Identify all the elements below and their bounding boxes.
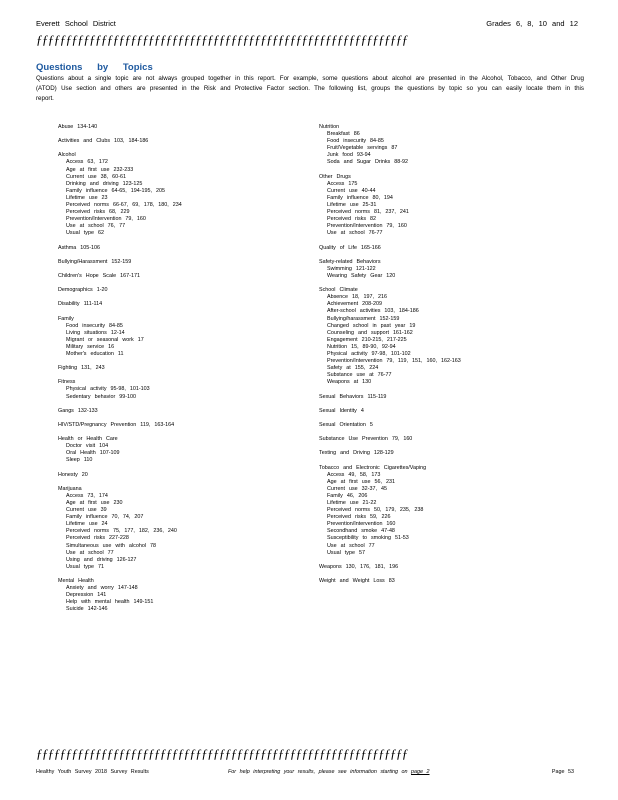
subtopic-item: Fruit/Vegetable servings 87 [327,145,398,152]
subtopic-item: Lifetime use 25-31 [327,202,377,209]
topic-heading: Honesty 20 [58,471,88,478]
topic-block [58,486,303,571]
topic-heading: Fighting 131, 243 [58,365,105,372]
topic-heading: HIV/STD/Pregnancy Prevention 119, 163-164 [58,421,175,428]
footer-page-number: Page 53 [551,769,574,775]
subtopic-item: Oral Health 107-109 [66,450,120,457]
subtopic-item: Drinking and driving 123-125 [66,180,143,187]
topic-heading: Quality of Life 165-166 [319,244,381,251]
topic-block [58,379,303,400]
topic-heading: Marijuana [58,485,82,492]
subtopic-item: Sleep 110 [66,457,93,464]
subtopic-item: Soda and Sugar Drinks 88-92 [327,159,409,166]
topic-heading: Abuse 134-140 [58,124,98,130]
subtopic-item: Age at first use 232-233 [66,166,134,173]
subtopic-item: Living situations 12-14 [66,329,125,336]
subtopic-item: Sedentary behavior 99-100 [66,393,137,400]
subtopic-item: Access 73, 174 [66,492,108,499]
subtopic-item: Perceived norms 50, 179, 235, 238 [327,507,424,514]
subtopic-item: Wearing Safety Gear 120 [327,272,396,279]
topic-block [319,578,579,585]
subtopic-item: Current use 40-44 [327,187,376,194]
topic-heading: Weapons 130, 176, 181, 196 [319,563,399,570]
topic-block [58,316,303,359]
topic-block [58,365,303,372]
topic-heading: Family [58,315,74,322]
subtopic-item: Help with mental health 149-151 [66,599,154,606]
subtopic-item: Perceived risks 227-228 [66,535,129,542]
subtopic-item: Engagement 210-215, 217-225 [327,336,407,343]
topic-block [319,259,579,280]
subtopic-item: Access 49, 58, 173 [327,471,381,478]
subtopic-item: Depression 141 [66,592,107,599]
topic-heading: Safety-related Behaviors [319,258,381,265]
topic-block [319,436,579,443]
subtopic-item: Access 175 [327,180,358,187]
subtopic-item: Susceptibility to smoking 51-53 [327,535,409,542]
subtopic-item: Family 46, 206 [327,492,368,499]
subtopic-item: Physical activity 95-98, 101-103 [66,386,150,393]
topic-block [58,436,303,464]
subtopic-item: Mother's education 11 [66,351,124,357]
topic-heading: Mental Health [58,578,94,584]
subtopic-item: Breakfast 86 [327,131,360,138]
topic-block [319,564,579,571]
subtopic-item: Using and driving 126-127 [66,556,137,563]
subtopic-item: Usual type 71 [66,563,104,570]
subtopic-item: Perceived risks 68, 229 [66,209,130,216]
topic-block [319,408,579,415]
subtopic-item: Simultaneous use with alcohol 78 [66,542,157,549]
topic-block [58,422,303,429]
topic-block [319,287,579,386]
topic-heading: Alcohol [58,152,76,159]
topic-block [58,301,303,308]
subtopic-item: Prevention/Intervention 79, 160 [66,216,146,223]
subtopic-item: Weapons at 130 [327,379,372,386]
topic-heading: Tobacco and Electronic Cigarettes/Vaping [319,464,427,471]
topic-heading: Asthma 105-106 [58,244,101,251]
topic-block [319,450,579,457]
subtopic-item: Secondhand smoke 47-48 [327,528,395,535]
topic-heading: Bullying/Harassment 152-159 [58,258,132,265]
intro-paragraph: Questions about a single topic are not always grouped together in this report. For example, some questions about alcohol are presented in the Alcohol, Tobacco, and Other Drug (ATOD) Use section and others are presented in the Risk and Protective Factor section. The following list, groups the questions by topic so you can easily locate them in this report. [36,75,584,102]
subtopic-item: Perceived risks 59, 226 [327,514,391,521]
topic-block [58,408,303,415]
subtopic-item: Safety at 155, 224 [327,365,379,372]
topic-block [58,138,303,145]
topic-block [319,394,579,401]
subtopic-item: Perceived norms 66-67, 69, 178, 180, 234 [66,202,182,209]
subtopic-item: Use at school 76, 77 [66,223,126,230]
subtopic-item: Doctor visit 104 [66,443,109,450]
subtopic-item: Current use 39 [66,507,107,514]
subtopic-item: After-school activities 103, 184-186 [327,308,419,315]
footer-survey-title: Healthy Youth Survey 2018 Survey Results [36,769,149,775]
subtopic-item: Family influence 70, 74, 207 [66,514,144,521]
subtopic-item: Achievement 208-209 [327,301,382,308]
subtopic-item: Counseling and support 161-162 [327,329,413,336]
subtopic-item: Age at first use 56, 231 [327,478,395,485]
subtopic-item: Prevention/Intervention 79, 119, 151, 160, 162-163 [327,358,461,365]
footer-help-note [228,769,430,775]
subtopic-item: Perceived norms 81, 237, 241 [327,209,409,216]
subtopic-item: Absence 18, 197, 216 [327,294,387,301]
topic-heading: Sexual Behaviors 115-119 [319,393,387,400]
topic-block [58,578,303,613]
topic-block [319,422,579,429]
district-name: Everett School District [36,19,116,28]
footer-page-link[interactable]: page 2 [411,769,430,775]
subtopic-item: Prevention/Intervention 160 [327,521,396,528]
topics-right-column [319,124,579,592]
topic-block [58,152,303,237]
subtopic-item: Physical activity 97-98, 101-102 [327,351,411,357]
topic-heading: Activities and Clubs 103, 184-186 [58,138,149,145]
subtopic-item: Suicide 142-146 [66,606,108,613]
topic-heading: Sexual Identity 4 [319,407,364,414]
subtopic-item: Family influence 80, 194 [327,194,393,201]
subtopic-item: Military service 16 [66,343,115,350]
subtopic-item: Junk food 93-94 [327,152,371,159]
subtopic-item: Anxiety and worry 147-148 [66,585,138,592]
subtopic-item: Lifetime use 23 [66,194,108,201]
topic-heading: Fitness [58,379,76,386]
topic-block [58,472,303,479]
subtopic-item: Swimming 121-122 [327,265,376,272]
subtopic-item: Nutrition 15, 89-90, 92-94 [327,343,396,350]
subtopic-item: Age at first use 230 [66,499,123,506]
bottom-decorative-rule: ƒƒƒƒƒƒƒƒƒƒƒƒƒƒƒƒƒƒƒƒƒƒƒƒƒƒƒƒƒƒƒƒƒƒƒƒƒƒƒƒƒƒƒƒƒƒƒƒƒƒƒƒƒƒƒƒƒƒƒƒƒƒƒ [36,746,408,761]
subtopic-item: Use at school 77 [66,549,114,556]
topic-block [319,124,579,167]
topic-block [58,287,303,294]
topic-heading: Gangs 132-133 [58,407,98,414]
subtopic-item: Use at school 76-77 [327,230,383,237]
topic-block [58,124,303,131]
subtopic-item: Perceived norms 75, 177, 182, 236, 240 [66,528,177,535]
topic-block [58,259,303,266]
topic-heading: Health or Health Care [58,436,118,443]
topic-block [319,174,579,238]
topic-block [319,465,579,557]
section-title: Questions by Topics [36,62,153,73]
footer-help-text: For help interpreting your results, please see information starting on [228,769,408,775]
topic-heading: Demographics 1-20 [58,287,108,294]
subtopic-item: Usual type 62 [66,230,104,237]
subtopic-item: Food insecurity 84-85 [66,322,123,329]
subtopic-item: Use at school 77 [327,542,375,549]
subtopic-item: Bullying/harassment 152-159 [327,315,400,322]
subtopic-item: Perceived risks 82 [327,216,377,223]
topic-block [58,273,303,280]
topic-heading: School Climate [319,287,358,294]
topic-heading: Nutrition [319,124,340,130]
topic-heading: Substance Use Prevention 79, 160 [319,436,413,443]
topic-block [58,245,303,252]
subtopic-item: Changed school in past year 19 [327,322,416,329]
topic-heading: Disability 111-114 [58,301,103,308]
subtopic-item: Food insecurity 84-85 [327,138,384,145]
subtopic-item: Usual type 57 [327,549,365,556]
topic-heading: Texting and Driving 128-129 [319,450,394,457]
subtopic-item: Migrant or seasonal work 17 [66,336,144,343]
subtopic-item: Substance use at 76-77 [327,372,392,379]
topics-left-column [58,124,303,621]
subtopic-item: Access 63, 172 [66,159,108,166]
grades-label: Grades 6, 8, 10 and 12 [486,19,578,28]
topic-heading: Sexual Orientation 5 [319,421,373,428]
subtopic-item: Current use 32-37, 45 [327,485,387,492]
topic-heading: Children's Hope Scale 167-171 [58,272,140,279]
top-decorative-rule: ƒƒƒƒƒƒƒƒƒƒƒƒƒƒƒƒƒƒƒƒƒƒƒƒƒƒƒƒƒƒƒƒƒƒƒƒƒƒƒƒƒƒƒƒƒƒƒƒƒƒƒƒƒƒƒƒƒƒƒƒƒƒƒ [36,32,408,47]
topic-heading: Weight and Weight Loss 83 [319,578,395,584]
subtopic-item: Lifetime use 24 [66,521,108,528]
subtopic-item: Prevention/Intervention 79, 160 [327,223,407,230]
subtopic-item: Family influence 64-65, 194-195, 205 [66,187,166,194]
topic-heading: Other Drugs [319,173,351,180]
subtopic-item: Current use 38, 60-61 [66,173,126,180]
subtopic-item: Lifetime use 21-22 [327,499,377,506]
topic-block [319,245,579,252]
